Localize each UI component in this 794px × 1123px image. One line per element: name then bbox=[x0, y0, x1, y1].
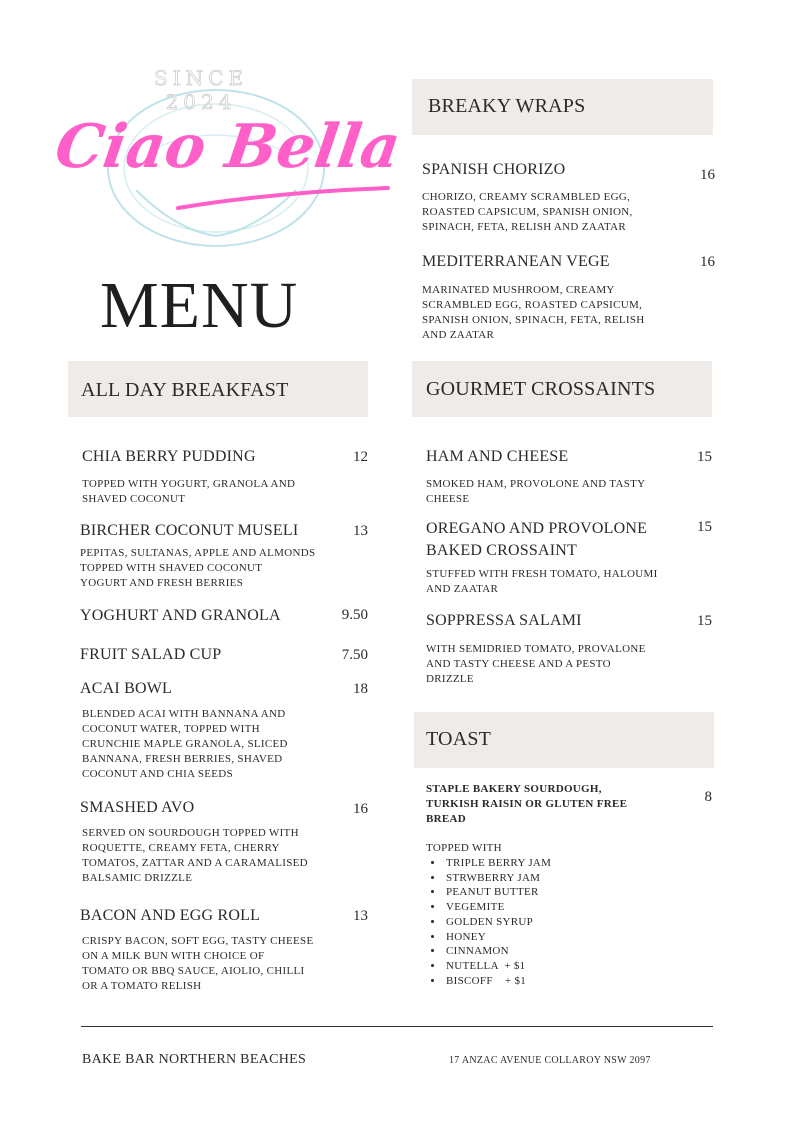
footer-business-name: BAKE BAR NORTHERN BEACHES bbox=[82, 1052, 307, 1067]
item-price: 15 bbox=[697, 519, 712, 535]
list-item: • VEGEMITE bbox=[444, 900, 551, 915]
section-title: BREAKY WRAPS bbox=[428, 95, 586, 117]
item-price: 16 bbox=[700, 254, 715, 270]
item-desc: BLENDED ACAI WITH BANNANA AND COCONUT WATER, TOPPED WITH CRUNCHIE MAPLE GRANOLA, SLICED BANNANA, FRESH BERRIES, SHAVED COCONUT AND CHIA SEEDS bbox=[82, 708, 288, 780]
toppings-list bbox=[426, 856, 551, 988]
section-header-toast bbox=[414, 712, 714, 768]
item-price: 18 bbox=[353, 681, 368, 697]
brush-underline-icon bbox=[176, 182, 391, 212]
list-item: • STRWBERRY JAM bbox=[444, 871, 551, 886]
brand-logo-text: Ciao Bella bbox=[51, 112, 405, 182]
list-item: • CINNAMON bbox=[444, 944, 551, 959]
item-price: 13 bbox=[353, 908, 368, 924]
item-desc: CHORIZO, CREAMY SCRAMBLED EGG, ROASTED CAPSICUM, SPANISH ONION, SPINACH, FETA, RELISH AND ZAATAR bbox=[422, 191, 633, 233]
since-badge: SINCE 2024 bbox=[153, 66, 248, 114]
item-name: SMASHED AVO bbox=[80, 799, 195, 816]
section-title: ALL DAY BREAKFAST bbox=[81, 379, 289, 401]
item-name: HAM AND CHEESE bbox=[426, 448, 569, 465]
footer-divider bbox=[81, 1026, 713, 1027]
list-item: • BISCOFF + $1 bbox=[444, 974, 551, 989]
item-name: CHIA BERRY PUDDING bbox=[82, 448, 256, 465]
section-header-gourmet-crossaints bbox=[412, 361, 712, 417]
item-price: 9.50 bbox=[341, 607, 368, 623]
item-desc: CRISPY BACON, SOFT EGG, TASTY CHEESE ON A MILK BUN WITH CHOICE OF TOMATO OR BBQ SAUCE, AIOLIO, CHILLI OR A TOMATO RELISH bbox=[82, 935, 314, 992]
section-title: TOAST bbox=[426, 728, 492, 750]
item-price: 8 bbox=[704, 789, 712, 805]
item-price: 16 bbox=[700, 167, 715, 183]
item-desc: SMOKED HAM, PROVOLONE AND TASTY CHEESE bbox=[426, 478, 646, 505]
item-price: 15 bbox=[697, 449, 712, 465]
section-header-breaky-wraps bbox=[412, 79, 713, 135]
item-desc: PEPITAS, SULTANAS, APPLE AND ALMONDS TOPPED WITH SHAVED COCONUT YOGURT AND FRESH BERRIES bbox=[80, 547, 316, 589]
item-name: FRUIT SALAD CUP bbox=[80, 646, 222, 663]
item-desc: SERVED ON SOURDOUGH TOPPED WITH ROQUETTE, CREAMY FETA, CHERRY TOMATOS, ZATTAR AND A CARAMALISED BALSAMIC DRIZZLE bbox=[82, 827, 308, 884]
item-desc: MARINATED MUSHROOM, CREAMY SCRAMBLED EGG, ROASTED CAPSICUM, SPANISH ONION, SPINACH, FETA, RELISH AND ZAATAR bbox=[422, 284, 645, 341]
toppings-label: TOPPED WITH bbox=[426, 842, 502, 854]
item-price: 15 bbox=[697, 613, 712, 629]
item-name: OREGANO AND PROVOLONE BAKED CROSSAINT bbox=[426, 520, 648, 559]
item-name: YOGHURT AND GRANOLA bbox=[80, 607, 281, 624]
item-desc: STUFFED WITH FRESH TOMATO, HALOUMI AND ZAATAR bbox=[426, 568, 658, 595]
list-item: • PEANUT BUTTER bbox=[444, 885, 551, 900]
section-title: GOURMET CROSSAINTS bbox=[426, 378, 656, 400]
list-item: • NUTELLA + $1 bbox=[444, 959, 551, 974]
item-name: SPANISH CHORIZO bbox=[422, 161, 566, 178]
item-desc: WITH SEMIDRIED TOMATO, PROVALONE AND TASTY CHEESE AND A PESTO DRIZZLE bbox=[426, 643, 646, 685]
item-name: ACAI BOWL bbox=[80, 680, 173, 697]
toast-bread-options: STAPLE BAKERY SOURDOUGH, TURKISH RAISIN OR GLUTEN FREE BREAD bbox=[426, 783, 628, 825]
list-item: • TRIPLE BERRY JAM bbox=[444, 856, 551, 871]
list-item: • HONEY bbox=[444, 930, 551, 945]
item-name: MEDITERRANEAN VEGE bbox=[422, 253, 610, 270]
list-item: • GOLDEN SYRUP bbox=[444, 915, 551, 930]
item-price: 12 bbox=[353, 449, 368, 465]
page-title: MENU bbox=[100, 269, 299, 342]
item-price: 7.50 bbox=[341, 647, 368, 663]
item-name: BIRCHER COCONUT MUSELI bbox=[80, 522, 299, 539]
item-name: SOPPRESSA SALAMI bbox=[426, 612, 582, 629]
item-name: BACON AND EGG ROLL bbox=[80, 907, 261, 924]
item-price: 16 bbox=[353, 801, 368, 817]
footer-address: 17 ANZAC AVENUE COLLAROY NSW 2097 bbox=[449, 1055, 651, 1066]
item-price: 13 bbox=[353, 523, 368, 539]
logo bbox=[51, 60, 405, 250]
section-header-all-day-breakfast bbox=[68, 361, 368, 417]
item-desc: TOPPED WITH YOGURT, GRANOLA AND SHAVED COCONUT bbox=[82, 478, 296, 505]
